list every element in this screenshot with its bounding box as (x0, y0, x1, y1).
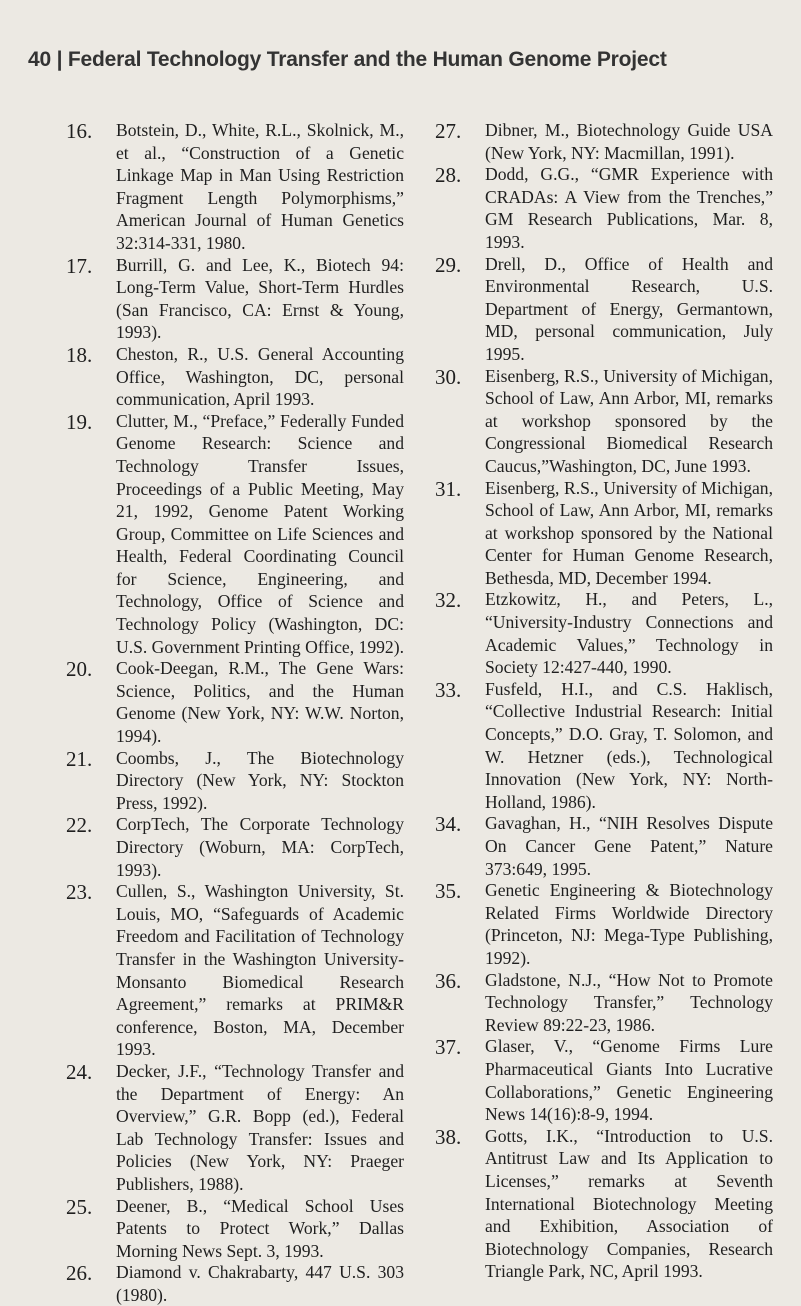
reference-entry (435, 120, 773, 164)
reference-text: Gavaghan, H., “NIH Resolves Dispute On Cancer Gene Patent,” Nature 373:649, 1995. (485, 813, 773, 879)
reference-number: 18. (66, 342, 93, 367)
reference-text: Clutter, M., “Preface,” Federally Funded Genome Research: Science and Technology Transfer Issues, Proceedings of a Public Meeting, May 21, 1992, Genome Patent Working Group, Committee on Life Sciences and Health, Federal Coordinating Council for Science, Engineering, and Technology, Office of Science and Technology Policy (Washington, DC: U.S. Government Printing Office, 1992). (116, 410, 404, 657)
references-right-column (435, 120, 773, 1283)
references-left-column (66, 120, 404, 1306)
reference-number: 28. (435, 163, 462, 188)
reference-entry (66, 1196, 404, 1263)
reference-text: Genetic Engineering & Biotechnology Related Firms Worldwide Directory (Princeton, NJ: Mega-Type Publishing, 1992). (485, 880, 773, 968)
reference-entry (435, 366, 773, 478)
reference-number: 37. (435, 1035, 462, 1060)
reference-number: 25. (66, 1194, 93, 1219)
reference-text: Burrill, G. and Lee, K., Biotech 94: Long-Term Value, Short-Term Hurdles (San Francisco, CA: Ernst & Young, 1993). (116, 254, 404, 343)
reference-number: 27. (435, 119, 462, 143)
running-title: | Federal Technology Transfer and the Human Genome Project (56, 48, 667, 71)
reference-text: Gladstone, N.J., “How Not to Promote Technology Transfer,” Technology Review 89:22-23, 1986. (485, 969, 773, 1035)
reference-entry (66, 1061, 404, 1196)
reference-text: Cook-Deegan, R.M., The Gene Wars: Science, Politics, and the Human Genome (New York, NY: W.W. Norton, 1994). (116, 658, 404, 747)
reference-entry (435, 254, 773, 366)
reference-text: Decker, J.F., “Technology Transfer and the Department of Energy: An Overview,” G.R. Bopp (ed.), Federal Lab Technology Transfer: Issues and Policies (New York, NY: Praeger Publishers, 1988). (116, 1060, 404, 1194)
reference-entry (435, 1036, 773, 1125)
reference-entry (66, 120, 404, 255)
reference-entry (435, 478, 773, 590)
reference-number: 16. (66, 119, 93, 143)
reference-number: 21. (66, 746, 93, 771)
reference-entry (66, 411, 404, 659)
reference-number: 31. (435, 476, 462, 501)
reference-entry (435, 880, 773, 969)
reference-text: Gotts, I.K., “Introduction to U.S. Antitrust Law and Its Application to Licenses,” remarks at Seventh International Biotechnology Meeting and Exhibition, Association of Biotechnology Companies, Research Triangle Park, NC, April 1993. (485, 1125, 773, 1282)
reference-entry (435, 970, 773, 1037)
reference-entry (66, 814, 404, 881)
reference-text: Diamond v. Chakrabarty, 447 U.S. 303 (1980). (116, 1262, 404, 1305)
reference-text: Eisenberg, R.S., University of Michigan, School of Law, Ann Arbor, MI, remarks at workshop sponsored by the National Center for Human Genome Research, Bethesda, MD, December 1994. (485, 477, 773, 588)
reference-entry (66, 881, 404, 1061)
reference-entry (66, 255, 404, 344)
reference-number: 19. (66, 409, 93, 434)
reference-number: 24. (66, 1059, 93, 1084)
page-number: 40 (28, 48, 51, 71)
reference-entry (435, 813, 773, 880)
reference-text: Fusfeld, H.I., and C.S. Haklisch, “Collective Industrial Research: Initial Concepts,” D.O. Gray, T. Solomon, and W. Hetzner (eds.), Technological Innovation (New York, NY: North-Holland, 1986). (485, 678, 773, 812)
reference-text: CorpTech, The Corporate Technology Directory (Woburn, MA: CorpTech, 1993). (116, 814, 404, 880)
reference-number: 38. (435, 1124, 462, 1149)
reference-number: 33. (435, 677, 462, 702)
reference-text: Cullen, S., Washington University, St. Louis, MO, “Safeguards of Academic Freedom and Facilitation of Technology Transfer in the Washington University-Monsanto Biomedical Research Agreement,” remarks at PRIM&R conference, Boston, MA, December 1993. (116, 881, 404, 1060)
reference-number: 17. (66, 253, 93, 278)
reference-number: 36. (435, 968, 462, 993)
reference-text: Cheston, R., U.S. General Accounting Office, Washington, DC, personal communication, April 1993. (116, 343, 404, 410)
reference-entry (66, 1262, 404, 1306)
reference-text: Glaser, V., “Genome Firms Lure Pharmaceutical Giants Into Lucrative Collaborations,” Genetic Engineering News 14(16):8-9, 1994. (485, 1036, 773, 1125)
reference-number: 32. (435, 588, 462, 613)
reference-text: Deener, B., “Medical School Uses Patents to Protect Work,” Dallas Morning News Sept. 3, 1993. (116, 1195, 404, 1261)
reference-number: 23. (66, 880, 93, 905)
reference-text: Eisenberg, R.S., University of Michigan, School of Law, Ann Arbor, MI, remarks at workshop sponsored by the Congressional Biomedical Research Caucus,”Washington, DC, June 1993. (485, 365, 773, 476)
reference-entry (435, 589, 773, 678)
reference-entry (66, 748, 404, 815)
reference-text: Botstein, D., White, R.L., Skolnick, M., et al., “Construction of a Genetic Linkage Map in Man Using Restriction Fragment Length Polymorphisms,” American Journal of Human Genetics 32:314-331, 1980. (116, 120, 404, 253)
reference-entry (435, 164, 773, 253)
reference-number: 22. (66, 813, 93, 838)
reference-entry (435, 679, 773, 814)
reference-number: 34. (435, 812, 462, 837)
reference-entry (66, 344, 404, 411)
reference-text: Dibner, M., Biotechnology Guide USA (New York, NY: Macmillan, 1991). (485, 120, 773, 163)
reference-text: Etzkowitz, H., and Peters, L., “University-Industry Connections and Academic Values,” Technology in Society 12:427-440, 1990. (485, 589, 773, 678)
reference-text: Coombs, J., The Biotechnology Directory (New York, NY: Stockton Press, 1992). (116, 747, 404, 813)
reference-text: Dodd, G.G., “GMR Experience with CRADAs: A View from the Trenches,” GM Research Publications, Mar. 8, 1993. (485, 164, 773, 252)
running-header (28, 48, 788, 72)
reference-number: 20. (66, 657, 93, 682)
reference-number: 35. (435, 879, 462, 904)
reference-number: 26. (66, 1261, 93, 1286)
reference-entry (66, 658, 404, 747)
reference-entry (435, 1126, 773, 1283)
reference-number: 30. (435, 364, 462, 389)
reference-text: Drell, D., Office of Health and Environmental Research, U.S. Department of Energy, Germantown, MD, personal communication, July 1995. (485, 253, 773, 364)
reference-number: 29. (435, 252, 462, 277)
